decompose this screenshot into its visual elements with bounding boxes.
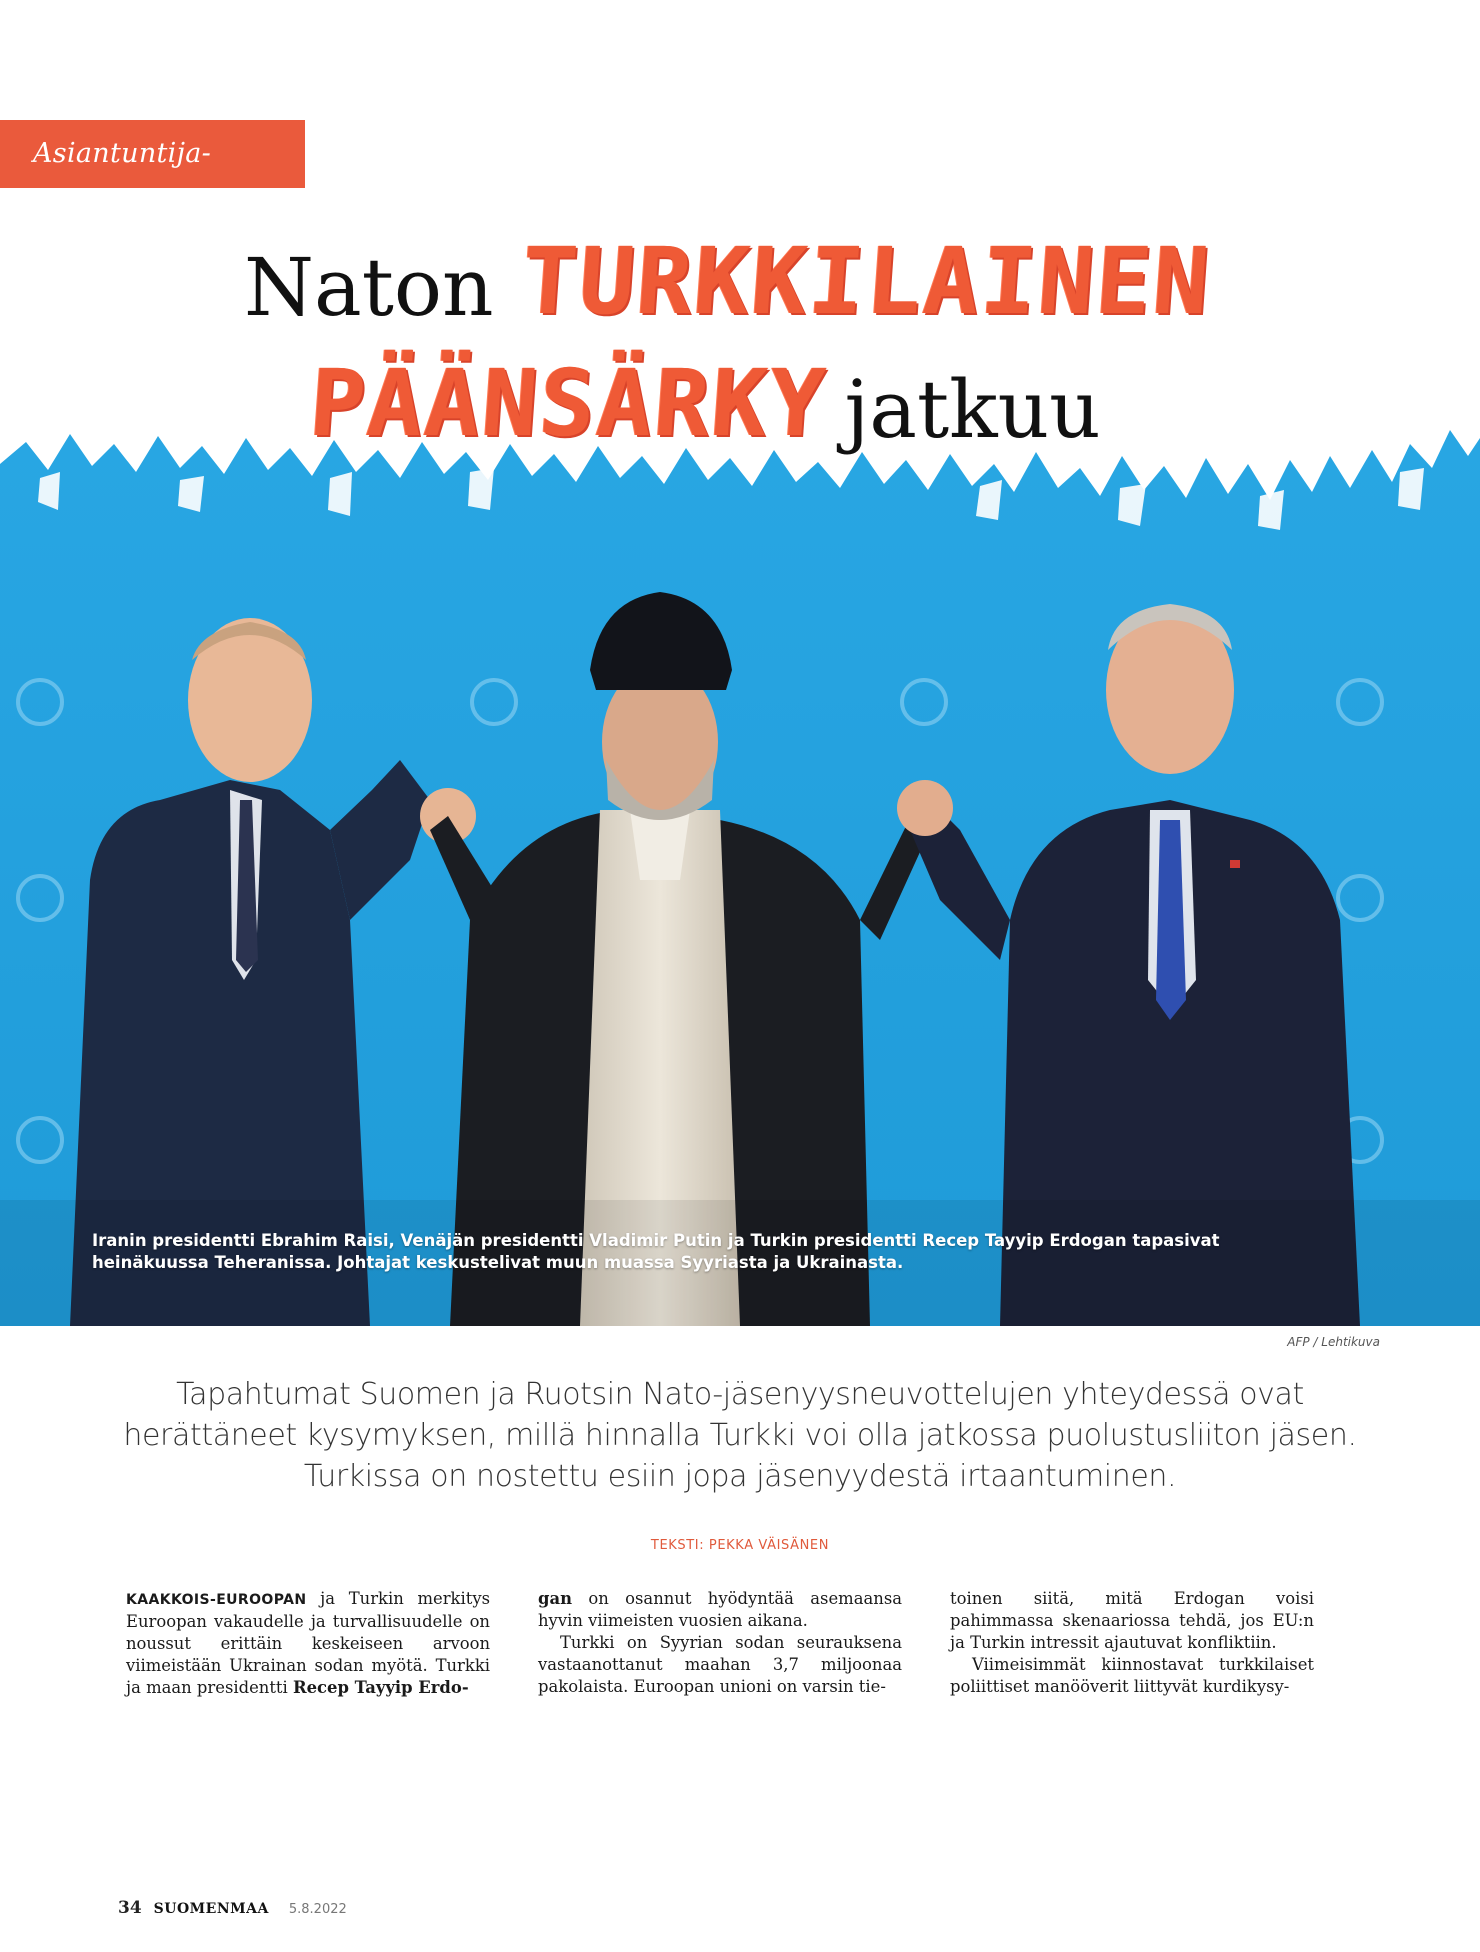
- col1-text: ja Turkin merkitys Euroopan vakaudelle ja turvallisuudelle on noussut erittäin keskeiseen arvoon viimeistään Ukrainan sodan myötä. Turkki ja maan presidentti: [126, 1589, 490, 1697]
- page-number: 34: [118, 1898, 142, 1918]
- col2-text: on osannut hyödyntää asemaansa hyvin viimeisten vuosien aikana.: [538, 1589, 902, 1630]
- col3-paragraph-2: Viimeisimmät kiinnostavat turkkilaiset poliittiset manööverit liittyvät kurdikysy-: [950, 1655, 1314, 1696]
- photo-caption: Iranin presidentti Ebrahim Raisi, Venäjän presidentti Vladimir Putin ja Turkin presidentti Recep Tayyip Erdogan tapasivat heinäkuussa Teheranissa. Johtajat keskustelivat muun muassa Syyriasta ja Ukrainasta.: [92, 1231, 1220, 1272]
- col3-paragraph-1: toinen siitä, mitä Erdogan voisi pahimmassa skenaariossa tehdä, jos EU:n ja Turkin intressit ajautuvat konfliktiin.: [950, 1589, 1314, 1652]
- lead-paragraph: Tapahtumat Suomen ja Ruotsin Nato-jäsenyysneuvottelujen yhteydessä ovat herättäneet kysymyksen, millä hinnalla Turkki voi olla jatkossa puolustusliiton jäsen. Turkissa on nostettu esiin jopa jäsenyydestä irtaantuminen.: [123, 1377, 1357, 1494]
- byline: TEKSTI: PEKKA VÄISÄNEN: [650, 1538, 830, 1553]
- headline-word-turkkilainen: TURKKILAINEN: [517, 228, 1214, 335]
- headline-word-naton: Naton: [244, 241, 494, 334]
- col2-bold-name: gan: [538, 1589, 572, 1608]
- lead-in-caps: KAAKKOIS-EUROOPAN: [126, 1592, 307, 1608]
- headline-line-1: [244, 218, 1214, 335]
- photo-credit: AFP / Lehtikuva: [1287, 1335, 1380, 1349]
- body-column-1: [126, 1588, 490, 1699]
- col1-bold-name: Recep Tayyip Erdo-: [292, 1678, 469, 1697]
- headline-word-paansarky: PÄÄNSÄRKY: [306, 350, 831, 457]
- body-columns: [126, 1588, 1356, 1699]
- body-column-2: [538, 1588, 902, 1699]
- hero-photo: [0, 350, 1480, 1326]
- headline-line-2: [306, 340, 1101, 457]
- col2-paragraph-2: Turkki on Syyrian sodan seurauksena vastaanottanut maahan 3,7 miljoonaa pakolaista. Euroopan unioni on varsin tie-: [538, 1633, 902, 1696]
- page-footer: [118, 1898, 347, 1918]
- section-label: Asiantuntija-artikkeli: [0, 120, 305, 188]
- issue-date: 5.8.2022: [288, 1902, 347, 1917]
- body-column-3: [950, 1588, 1314, 1699]
- headline-word-jatkuu: jatkuu: [844, 363, 1101, 456]
- magazine-name: SUOMENMAA: [153, 1901, 269, 1917]
